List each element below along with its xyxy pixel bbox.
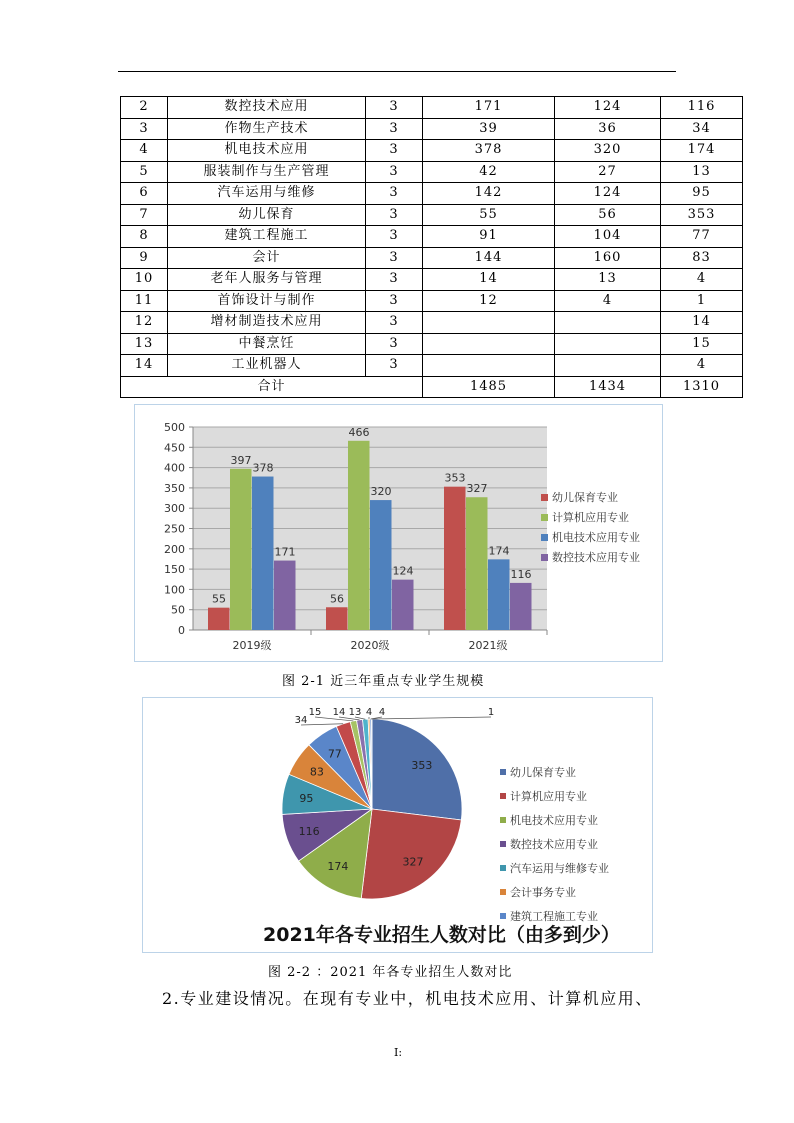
table-cell: 142 [423, 183, 555, 205]
table-row [121, 204, 743, 226]
table-cell: 104 [555, 226, 661, 248]
slice-label: 34 [294, 715, 308, 726]
enrollment-table [120, 96, 743, 398]
y-tick-label: 350 [164, 481, 185, 495]
table-cell: 首饰设计与制作 [168, 290, 366, 312]
table-cell: 中餐烹饪 [168, 333, 366, 355]
body-paragraph: 2.专业建设情况。在现有专业中，机电技术应用、计算机应用、 [162, 989, 653, 1008]
pie-chart-figure [142, 697, 653, 953]
table-cell: 机电技术应用 [168, 140, 366, 162]
table-cell: 14 [423, 269, 555, 291]
table-cell: 建筑工程施工 [168, 226, 366, 248]
bar [466, 497, 488, 630]
bar-chart [135, 405, 662, 661]
chart-title: 2021年各专业招生人数对比（由多到少） [263, 924, 620, 946]
table-row [121, 290, 743, 312]
table-row [121, 355, 743, 377]
legend-swatch [500, 793, 506, 799]
table-cell: 14 [121, 355, 168, 377]
slice-label: 4 [378, 707, 386, 718]
table-cell: 34 [661, 118, 743, 140]
legend-label: 数控技术应用专业 [510, 838, 598, 851]
table-cell: 12 [423, 290, 555, 312]
slice-label: 116 [298, 825, 320, 839]
bar [326, 607, 348, 630]
table-cell: 3 [366, 97, 423, 119]
data-label: 171 [274, 545, 296, 559]
slice-label: 15 [308, 707, 322, 718]
legend-swatch [500, 841, 506, 847]
table-cell: 13 [661, 161, 743, 183]
table-row [121, 97, 743, 119]
table-cell: 27 [555, 161, 661, 183]
slice-label: 14 [332, 707, 346, 718]
bar [230, 469, 252, 630]
x-tick-label: 2020级 [350, 639, 390, 652]
table-cell [555, 333, 661, 355]
table-cell: 83 [661, 247, 743, 269]
bar [208, 608, 230, 630]
header-rule [118, 71, 676, 72]
bar [488, 559, 510, 630]
bar [252, 477, 274, 630]
table-cell: 3 [366, 333, 423, 355]
legend-swatch [541, 554, 548, 561]
table-cell: 77 [661, 226, 743, 248]
data-label: 327 [466, 482, 488, 496]
data-label: 124 [392, 564, 414, 578]
table-cell: 10 [121, 269, 168, 291]
bar [444, 487, 466, 630]
legend-swatch [541, 534, 548, 541]
bar [510, 583, 532, 630]
y-tick-label: 150 [164, 563, 185, 577]
table-cell: 91 [423, 226, 555, 248]
table-cell: 39 [423, 118, 555, 140]
table-cell: 36 [555, 118, 661, 140]
bar-chart-figure [134, 404, 663, 662]
data-label: 55 [212, 592, 226, 606]
table-cell [423, 333, 555, 355]
table-cell: 3 [366, 183, 423, 205]
data-label: 320 [370, 485, 392, 499]
legend-label: 幼儿保育专业 [552, 491, 618, 504]
table-cell: 4 [661, 269, 743, 291]
table-cell: 3 [366, 269, 423, 291]
table-cell: 数控技术应用 [168, 97, 366, 119]
slice-label: 13 [348, 707, 362, 718]
x-tick-label: 2019级 [232, 639, 272, 652]
table-cell: 8 [121, 226, 168, 248]
table-cell: 320 [555, 140, 661, 162]
table-cell: 144 [423, 247, 555, 269]
y-tick-label: 0 [178, 624, 185, 637]
legend-swatch [541, 514, 548, 521]
figure-caption-1: 图 2-1 近三年重点专业学生规模 [282, 674, 485, 689]
slice-label: 327 [402, 855, 424, 869]
table-cell: 3 [366, 247, 423, 269]
legend-swatch [500, 769, 506, 775]
table-cell: 7 [121, 204, 168, 226]
table-cell: 3 [366, 226, 423, 248]
table-cell: 3 [121, 118, 168, 140]
leader-line [372, 717, 491, 719]
slice-label: 353 [411, 758, 433, 772]
y-tick-label: 500 [164, 421, 185, 434]
table-row [121, 118, 743, 140]
legend-label: 幼儿保育专业 [510, 766, 576, 779]
legend-label: 计算机应用专业 [552, 511, 629, 524]
data-label: 353 [444, 471, 466, 485]
page-number: I: [394, 1046, 403, 1059]
y-tick-label: 400 [164, 461, 185, 475]
legend-swatch [500, 889, 506, 895]
table-cell: 11 [121, 290, 168, 312]
legend-label: 汽车运用与维修专业 [510, 862, 609, 875]
table-cell: 3 [366, 290, 423, 312]
table-cell: 3 [366, 204, 423, 226]
table-cell: 1 [661, 290, 743, 312]
table-row [121, 140, 743, 162]
table-cell: 增材制造技术应用 [168, 312, 366, 334]
slice-label: 1 [487, 707, 495, 718]
table-cell: 353 [661, 204, 743, 226]
legend [541, 490, 640, 564]
pie-slice [361, 809, 461, 899]
slice-label: 83 [309, 765, 324, 779]
table-total-cell: 1434 [555, 376, 661, 398]
y-tick-label: 100 [164, 583, 185, 597]
slice-label: 4 [365, 707, 373, 718]
table-cell [555, 355, 661, 377]
table-cell: 12 [121, 312, 168, 334]
table-cell: 42 [423, 161, 555, 183]
table-cell: 5 [121, 161, 168, 183]
x-tick-label: 2021级 [468, 639, 508, 652]
table-cell: 171 [423, 97, 555, 119]
table-cell: 4 [661, 355, 743, 377]
table-cell: 3 [366, 312, 423, 334]
table-cell: 15 [661, 333, 743, 355]
table-cell: 4 [555, 290, 661, 312]
legend-label: 计算机应用专业 [510, 790, 587, 803]
table-cell: 作物生产技术 [168, 118, 366, 140]
bar [348, 441, 370, 630]
table-row [121, 312, 743, 334]
legend-label: 机电技术应用专业 [552, 531, 640, 544]
table-cell: 13 [555, 269, 661, 291]
bar [274, 561, 296, 630]
legend [500, 765, 609, 923]
y-tick-label: 50 [171, 603, 185, 617]
y-tick-label: 300 [164, 502, 185, 516]
table-cell: 3 [366, 140, 423, 162]
table-cell: 55 [423, 204, 555, 226]
data-label: 397 [230, 453, 252, 467]
table-cell: 6 [121, 183, 168, 205]
legend-swatch [541, 494, 548, 501]
table-row [121, 161, 743, 183]
table-cell: 3 [366, 355, 423, 377]
table-row [121, 247, 743, 269]
bar [370, 500, 392, 630]
legend-label: 建筑工程施工专业 [510, 910, 598, 923]
legend-label: 机电技术应用专业 [510, 814, 598, 827]
table-cell [423, 312, 555, 334]
table-row [121, 333, 743, 355]
y-tick-label: 250 [164, 522, 185, 536]
table-total-row [121, 376, 743, 398]
table-cell: 老年人服务与管理 [168, 269, 366, 291]
table-cell: 56 [555, 204, 661, 226]
table-cell: 2 [121, 97, 168, 119]
table-cell: 3 [366, 161, 423, 183]
slice-label: 95 [299, 791, 314, 805]
table-cell: 13 [121, 333, 168, 355]
table-cell: 4 [121, 140, 168, 162]
table-cell: 174 [661, 140, 743, 162]
legend-swatch [500, 865, 506, 871]
slice-label: 174 [327, 860, 349, 874]
table-cell: 9 [121, 247, 168, 269]
table-cell: 幼儿保育 [168, 204, 366, 226]
table-cell [555, 312, 661, 334]
table-cell: 116 [661, 97, 743, 119]
y-tick-label: 450 [164, 441, 185, 455]
legend-swatch [500, 817, 506, 823]
table-cell: 160 [555, 247, 661, 269]
figure-caption-2: 图 2-2 ：2021 年各专业招生人数对比 [268, 965, 513, 980]
table-cell: 95 [661, 183, 743, 205]
table-cell: 14 [661, 312, 743, 334]
table-cell [423, 355, 555, 377]
y-tick-label: 200 [164, 542, 185, 556]
data-label: 116 [510, 567, 532, 581]
data-label: 466 [348, 425, 370, 439]
table-cell: 会计 [168, 247, 366, 269]
table-total-cell: 1310 [661, 376, 743, 398]
data-label: 174 [488, 544, 510, 558]
table-row [121, 226, 743, 248]
table-cell: 3 [366, 118, 423, 140]
table-total-cell: 1485 [423, 376, 555, 398]
legend-label: 会计事务专业 [510, 886, 576, 899]
table-cell: 124 [555, 183, 661, 205]
bar [392, 580, 414, 630]
data-label: 378 [252, 461, 274, 475]
table-row [121, 269, 743, 291]
table-row [121, 183, 743, 205]
slice-label: 77 [327, 747, 342, 761]
table-cell: 服装制作与生产管理 [168, 161, 366, 183]
table-cell: 378 [423, 140, 555, 162]
table-total-cell: 合计 [121, 376, 423, 398]
legend-swatch [500, 913, 506, 919]
table-cell: 124 [555, 97, 661, 119]
table-cell: 工业机器人 [168, 355, 366, 377]
legend-label: 数控技术应用专业 [552, 551, 640, 564]
data-label: 56 [330, 592, 344, 606]
table-cell: 汽车运用与维修 [168, 183, 366, 205]
pie-chart [143, 698, 652, 952]
